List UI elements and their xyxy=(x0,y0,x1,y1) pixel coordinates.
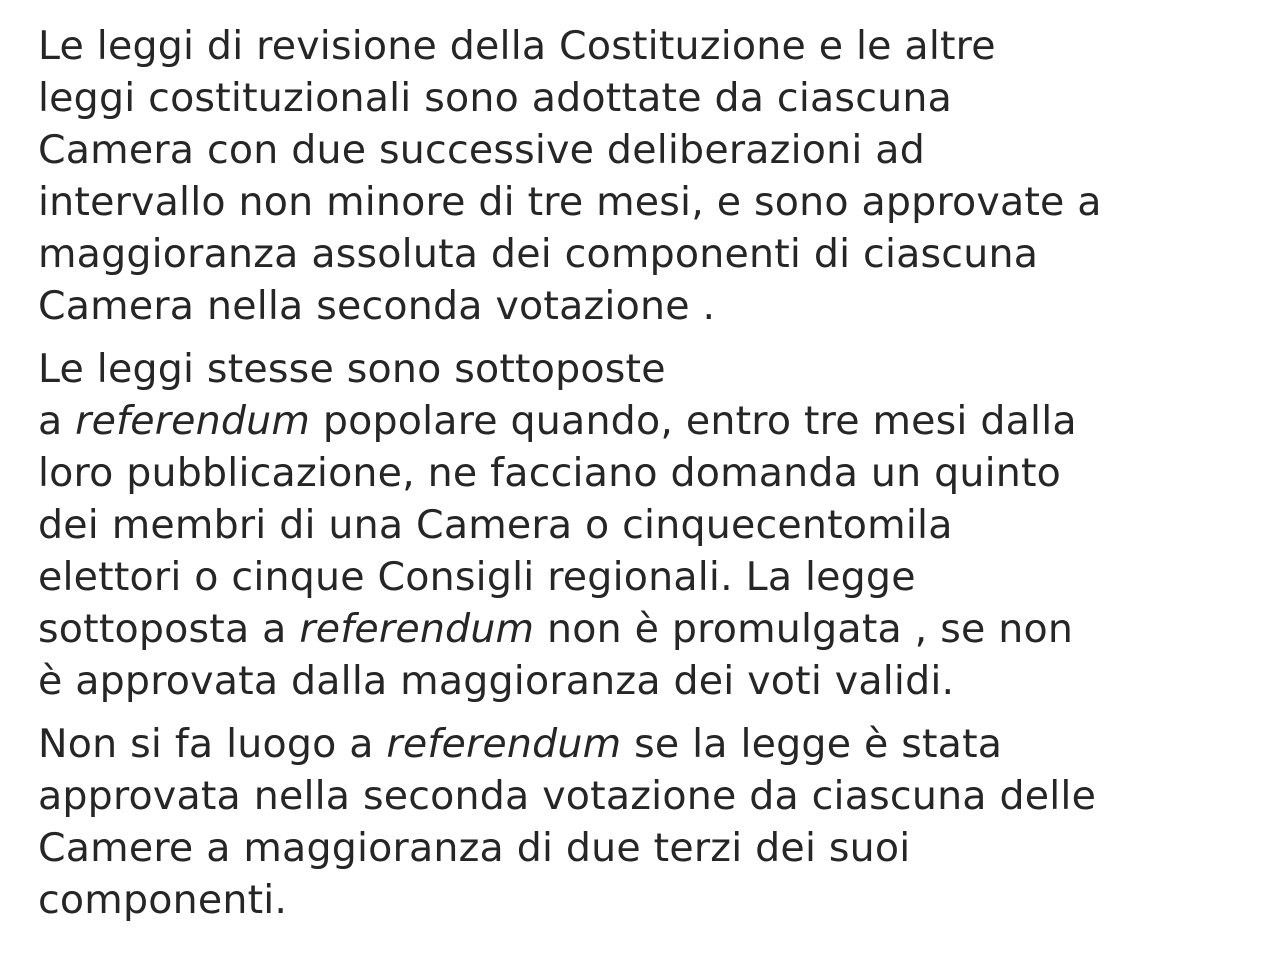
text-line xyxy=(38,395,1253,447)
text-segment: Camera con due successive deliberazioni ad xyxy=(38,127,925,173)
italic-term: referendum xyxy=(386,721,622,767)
text-segment: Le leggi di revisione della Costituzione e le altre xyxy=(38,23,996,69)
text-segment: dei membri di una Camera o cinquecentomila xyxy=(38,502,953,548)
text-line xyxy=(38,499,1253,551)
italic-term: referendum xyxy=(299,606,535,652)
text-segment: leggi costituzionali sono adottate da ciascuna xyxy=(38,75,952,121)
text-segment: Camera nella seconda votazione . xyxy=(38,283,716,329)
text-line xyxy=(38,874,1253,926)
text-segment: intervallo non minore di tre mesi, e sono approvate a xyxy=(38,179,1102,225)
text-line xyxy=(38,343,1253,395)
text-line xyxy=(38,822,1253,874)
text-segment: sottoposta a xyxy=(38,606,300,652)
paragraph-2 xyxy=(38,343,1253,707)
text-line xyxy=(38,124,1253,176)
text-line xyxy=(38,228,1253,280)
paragraph-3 xyxy=(38,718,1253,926)
text-segment: se la legge è stata xyxy=(621,721,1003,767)
italic-term: referendum xyxy=(75,398,311,444)
text-segment: loro pubblicazione, ne facciano domanda un quinto xyxy=(38,450,1062,496)
text-segment: è approvata dalla maggioranza dei voti validi. xyxy=(38,658,955,704)
text-segment: elettori o cinque Consigli regionali. La legge xyxy=(38,554,916,600)
text-segment: Camere a maggioranza di due terzi dei suoi xyxy=(38,825,911,871)
text-line xyxy=(38,72,1253,124)
text-line xyxy=(38,551,1253,603)
text-line xyxy=(38,770,1253,822)
text-segment: Non si fa luogo a xyxy=(38,721,387,767)
text-segment: componenti. xyxy=(38,877,288,923)
text-line xyxy=(38,603,1253,655)
text-segment: non è promulgata , se non xyxy=(534,606,1074,652)
text-segment: maggioranza assoluta dei componenti di ciascuna xyxy=(38,231,1039,277)
text-line xyxy=(38,655,1253,707)
paragraph-1 xyxy=(38,20,1253,332)
text-line xyxy=(38,447,1253,499)
text-segment: approvata nella seconda votazione da ciascuna delle xyxy=(38,773,1097,819)
text-line xyxy=(38,280,1253,332)
text-line xyxy=(38,176,1253,228)
text-segment: a xyxy=(38,398,76,444)
text-line xyxy=(38,718,1253,770)
document-body xyxy=(38,20,1253,937)
text-segment: popolare quando, entro tre mesi dalla xyxy=(310,398,1077,444)
text-line xyxy=(38,20,1253,72)
text-segment: Le leggi stesse sono sottoposte xyxy=(38,346,666,392)
